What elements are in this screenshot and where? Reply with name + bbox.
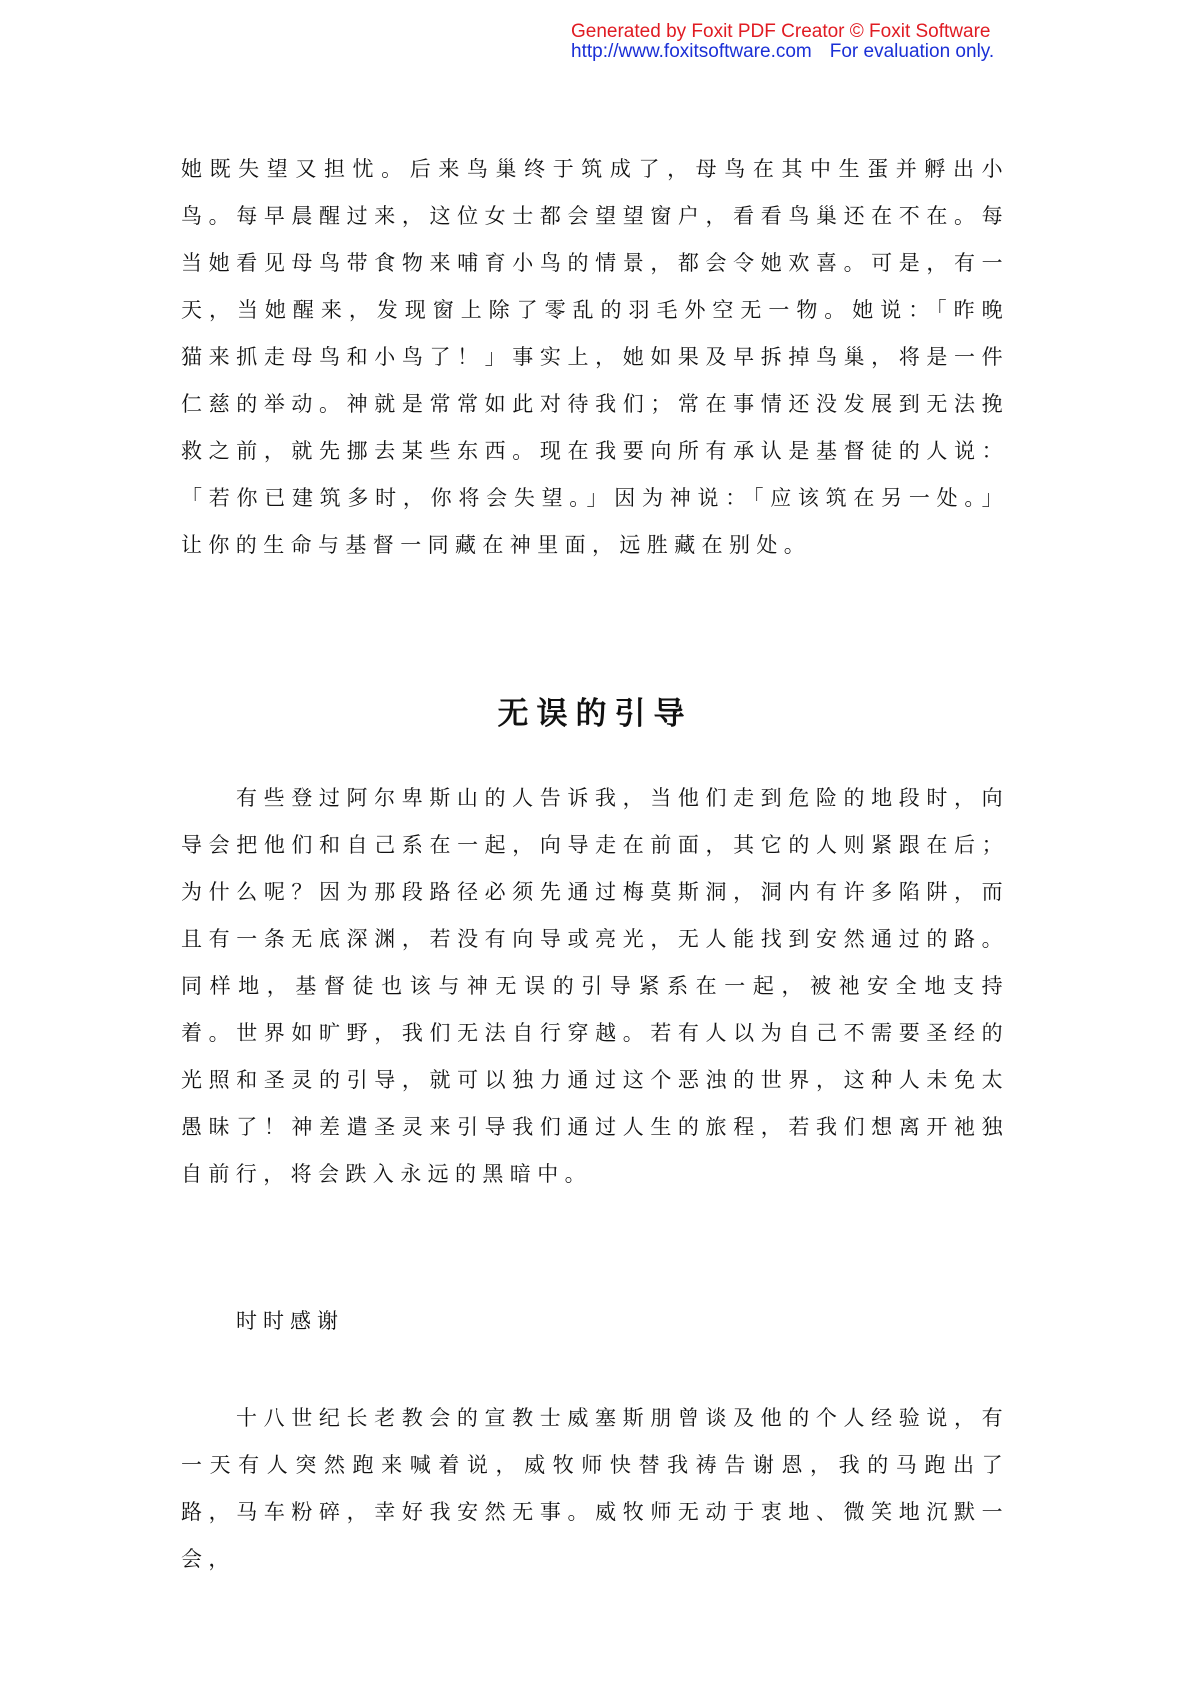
document-page (181, 146, 1009, 1583)
watermark-line1: Generated by Foxit PDF Creator © Foxit Software (571, 21, 991, 42)
subheading: 时时感谢 (236, 1309, 344, 1333)
continuation-paragraph: 她既失望又担忧。后来鸟巢终于筑成了，母鸟在其中生蛋并孵出小鸟。每早晨醒过来，这位女士都会望望窗户，看看鸟巢还在不在。每当她看见母鸟带食物来哺育小鸟的情景，都会令她欢喜。可是，有一天，当她醒来，发现窗上除了零乱的羽毛外空无一物。她说：「昨晚猫来抓走母鸟和小鸟了！」事实上，她如果及早拆掉鸟巢，将是一件仁慈的举动。神就是常常如此对待我们；常在事情还没发展到无法挽救之前，就先挪去某些东西。现在我要向所有承认是基督徒的人说：「若你已建筑多时，你将会失望。」因为神说：「应该筑在另一处。」让你的生命与基督一同藏在神里面，远胜藏在别处。 (181, 157, 1009, 557)
final-paragraph: 十八世纪长老教会的宣教士威塞斯朋曾谈及他的个人经验说，有一天有人突然跑来喊着说，威牧师快替我祷告谢恩，我的马跑出了路，马车粉碎，幸好我安然无事。威牧师无动于衷地、微笑地沉默一会， (181, 1406, 1009, 1571)
watermark-line2 (571, 42, 1041, 62)
watermark-url: http://www.foxitsoftware.com (571, 41, 812, 62)
section-title: 无误的引导 (497, 696, 693, 732)
evaluation-watermark (571, 22, 1041, 62)
section-paragraph: 有些登过阿尔卑斯山的人告诉我，当他们走到危险的地段时，向导会把他们和自己系在一起，向导走在前面，其它的人则紧跟在后；为什么呢？因为那段路径必须先通过梅莫斯洞，洞内有许多陷阱，而且有一条无底深渊，若没有向导或亮光，无人能找到安然通过的路。同样地，基督徒也该与神无误的引导紧系在一起，被祂安全地支持着。世界如旷野，我们无法自行穿越。若有人以为自己不需要圣经的光照和圣灵的引导，就可以独力通过这个恶浊的世界，这种人未免太愚昧了！神差遣圣灵来引导我们通过人生的旅程，若我们想离开祂独自前行，将会跌入永远的黑暗中。 (181, 786, 1009, 1186)
watermark-note: For evaluation only. (829, 41, 995, 62)
